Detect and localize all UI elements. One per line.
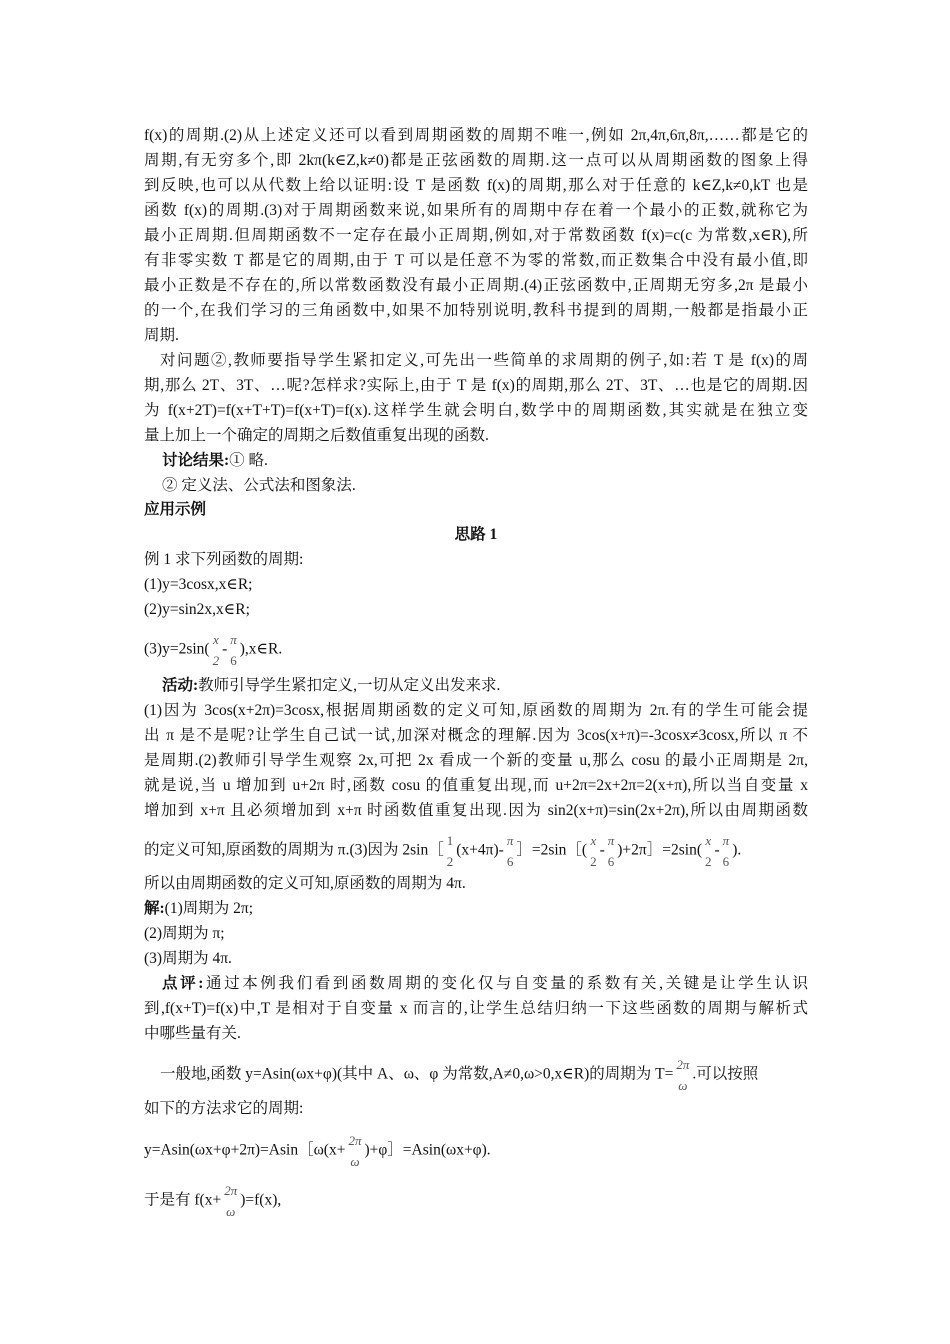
paragraph-line: 期,那么 2T、3T、…呢?怎样求?实际上,由于 T 是 f(x)的周期,那么 2T、3T、…也是它的周期.因: [144, 377, 808, 394]
paragraph-line: 周期,有无穷多个,即 2kπ(k∈Z,k≠0)都是正弦函数的周期.这一点可以从周期函数的图象上得: [144, 152, 808, 169]
fraction: 2π ω: [676, 1057, 690, 1093]
fraction: π 6: [506, 833, 514, 869]
example-question: (2)y=sin2x,x∈R;: [144, 601, 250, 618]
paragraph-line: f(x)的周期.(2)从上述定义还可以看到周期函数的周期不唯一,例如 2π,4π,6π,8π,……都是它的: [144, 127, 808, 144]
section-title: 应用示例: [144, 501, 207, 518]
example-question: (1)y=3cosx,x∈R;: [144, 576, 253, 593]
example-question: (3)y=2sin( x 2 - π 6 ),x∈R.: [144, 632, 283, 668]
activity-line: 出 π 是不是呢?让学生自己试一试,加深对概念的理解.因为 3cos(x+π)=-3cosx≠3cosx,所以 π 不: [144, 727, 808, 744]
paragraph-line: 有非零实数 T 都是它的周期,由于 T 可以是任意不为零的常数,而正数集合中没有最小值,即: [144, 252, 808, 269]
paragraph-line: 对问题②,教师要指导学生紧扣定义,可先出一些简单的求周期的例子,如:若 T 是 f(x)的周: [160, 352, 808, 369]
paragraph-line: 的一个,在我们学习的三角函数中,如果不加特别说明,教科书提到的周期,一般都是指最小正: [144, 302, 808, 319]
fraction: 1 2: [446, 833, 454, 869]
solution-label: 解:: [144, 900, 165, 917]
activity-line: 增加到 x+π 且必须增加到 x+π 时函数值重复出现.因为 sin2(x+π)=sin(2x+2π),所以由周期函数: [144, 802, 808, 819]
comment-line: 中哪些量有关.: [144, 1025, 241, 1042]
comment-label: 点评:: [162, 975, 204, 992]
paragraph-line: 最小正数是不存在的,所以常数函数没有最小正周期.(4)正弦函数中,正周期无穷多,2π 是最小: [144, 277, 808, 294]
activity-line: 就是说,当 u 增加到 u+2π 时,函数 cosu 的值重复出现,而 u+2π=2x+2π=2(x+π),所以当自变量 x: [144, 777, 808, 794]
general-line: y=Asin(ωx+φ+2π)=Asin［ω(x+ 2π ω )+φ］=Asin(ωx+φ).: [144, 1133, 491, 1169]
activity-label: 活动:: [162, 677, 199, 694]
general-line: 一般地,函数 y=Asin(ωx+φ)(其中 A、ω、φ 为常数,A≠0,ω>0,x∈R)的周期为 T= 2π ω .可以按照: [160, 1057, 759, 1093]
discussion-result: [144, 451, 808, 471]
activity-heading: 活动:教师引导学生紧扣定义,一切从定义出发来求.: [162, 677, 501, 694]
discussion-label: 讨论结果:: [162, 452, 230, 469]
paragraph-line: 函数 f(x)的周期.(3)对于周期函数来说,如果所有的周期中存在着一个最小的正数,就称它为: [144, 202, 808, 219]
example-intro: 例 1 求下列函数的周期:: [144, 551, 304, 568]
general-line: 如下的方法求它的周期:: [144, 1100, 304, 1117]
discussion-item: ② 定义法、公式法和图象法.: [162, 477, 356, 494]
solution-answer: (2)周期为 π;: [144, 925, 225, 942]
paragraph-line: 到反映,也可以从代数上给以证明:设 T 是函数 f(x)的周期,那么对于任意的 k∈Z,k≠0,kT 也是: [144, 177, 808, 194]
general-line: 于是有 f(x+ 2π ω )=f(x),: [144, 1183, 282, 1219]
fraction: 2π ω: [224, 1183, 238, 1219]
fraction: π 6: [722, 833, 730, 869]
fraction: π 6: [607, 833, 615, 869]
fraction: x 2: [212, 632, 220, 668]
comment-line: 点评:通过本例我们看到函数周期的变化仅与自变量的系数有关,关键是让学生认识: [162, 975, 808, 992]
fraction: x 2: [590, 833, 597, 869]
solution-answer: (3)周期为 4π.: [144, 950, 232, 967]
paragraph-line: 量上加上一个确定的周期之后数值重复出现的函数.: [144, 427, 489, 444]
comment-line: 到,f(x+T)=f(x)中,T 是相对于自变量 x 而言的,让学生总结归纳一下这些函数的周期与解析式: [144, 1000, 808, 1017]
activity-line: 是周期.(2)教师引导学生观察 2x,可把 2x 看成一个新的变量 u,那么 cosu 的最小正周期是 2π,: [144, 752, 808, 769]
activity-line: 的定义可知,原函数的周期为 π.(3)因为 2sin［ 1 2 (x+4π)- π 6 ］=2sin［( x 2 - π 6 )+2π］=2sin( x 2 - π 6 ).: [144, 833, 742, 869]
subsection-title: 思路 1: [454, 526, 498, 543]
paragraph-line: 周期.: [144, 327, 179, 344]
fraction: 2π ω: [348, 1133, 362, 1169]
activity-line: (1)因为 3cos(x+2π)=3cosx,根据周期函数的定义可知,原函数的周期为 2π.有的学生可能会提: [144, 702, 808, 719]
paragraph-line: 最小正周期.但周期函数不一定存在最小正周期,例如,对于常数函数 f(x)=c(c 为常数,x∈R),所: [144, 227, 808, 244]
discussion-item: ① 略.: [229, 452, 268, 469]
fraction: π 6: [230, 632, 237, 668]
solution-answer: 解:(1)周期为 2π;: [144, 900, 254, 917]
fraction: x 2: [705, 833, 712, 869]
activity-line: 所以由周期函数的定义可知,原函数的周期为 4π.: [144, 875, 466, 892]
paragraph-line: 为 f(x+2T)=f(x+T+T)=f(x+T)=f(x).这样学生就会明白,数学中的周期函数,其实就是在独立变: [144, 402, 808, 419]
